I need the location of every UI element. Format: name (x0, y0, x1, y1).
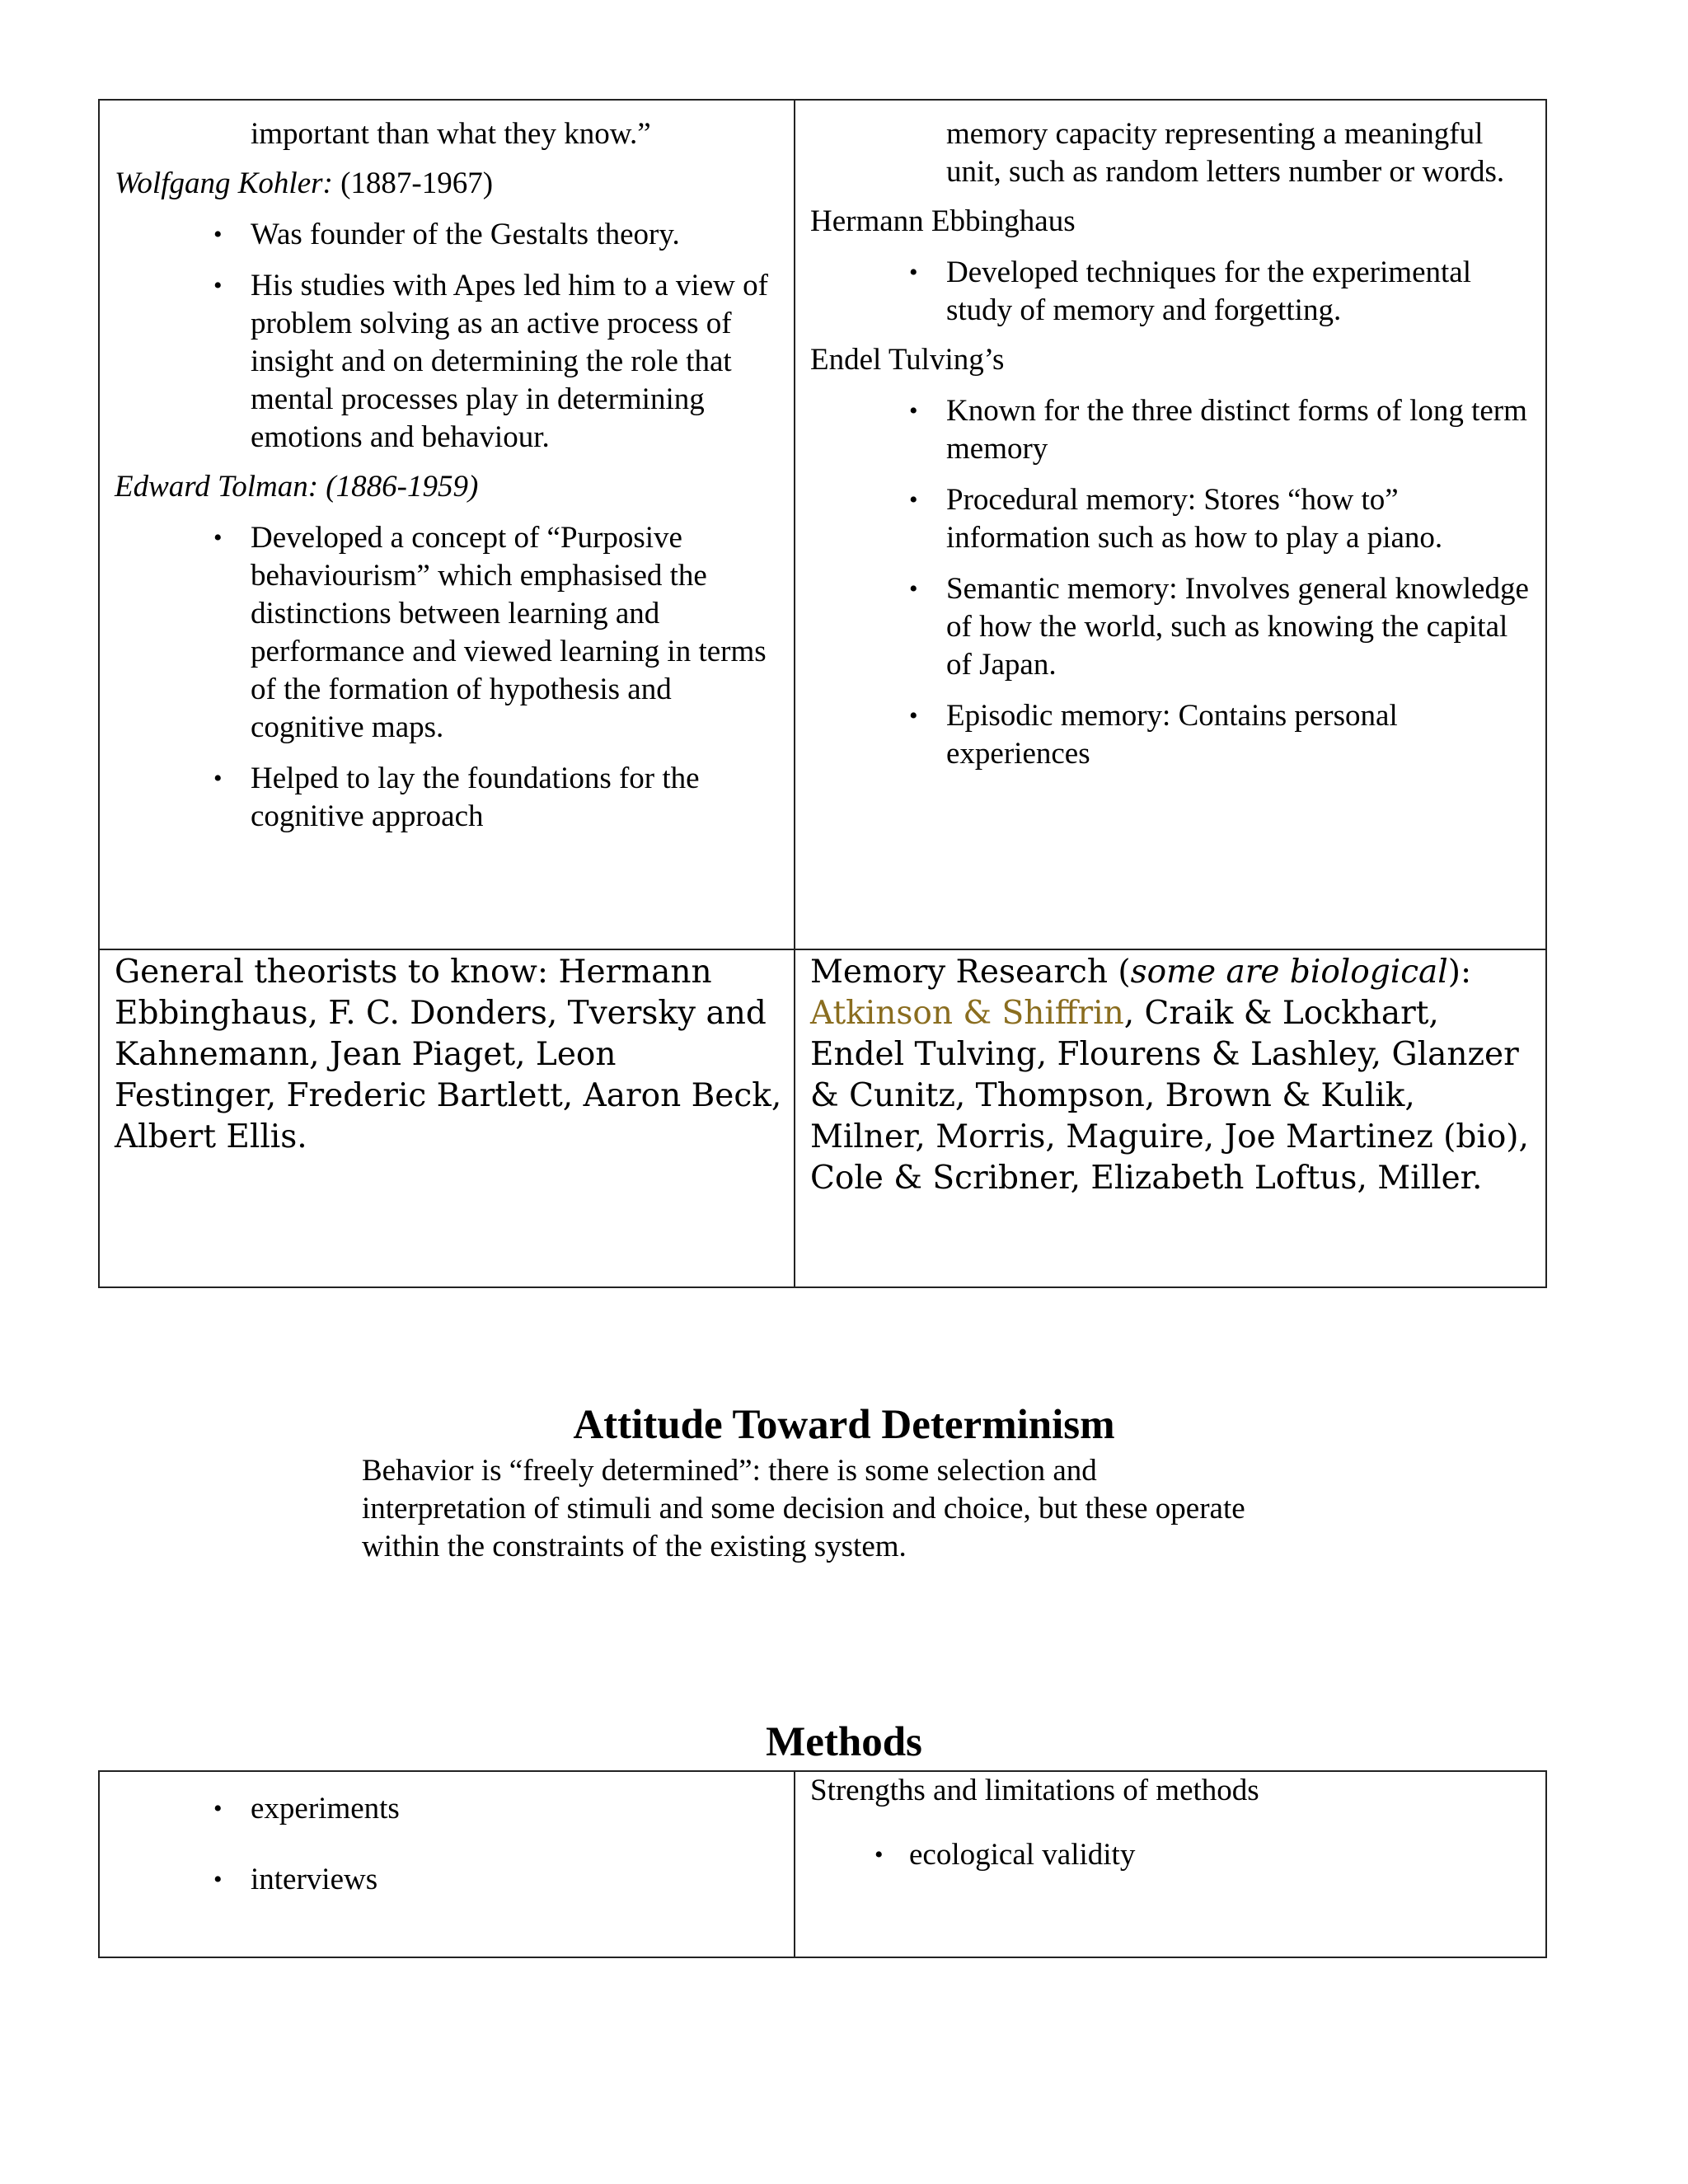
column-divider (794, 101, 795, 1286)
continued-quote: important than what they know.” (251, 117, 651, 151)
list-item: • experiments (115, 1790, 784, 1828)
methods-heading: Methods (766, 1719, 922, 1765)
continued-text: memory capacity representing a meaningful unit, such as random letters number or words. (946, 117, 1505, 189)
memory-research-prefix: Memory Research ( (810, 954, 1131, 991)
list-item: • Episodic memory: Contains personal experiences (810, 697, 1536, 773)
list-item: • His studies with Apes led him to a view of problem solving as an active process of insight and on determining the role that mental processes play in determining emotions and behaviour. (115, 267, 784, 457)
determinism-body: Behavior is “freely determined”: there is some selection and interpretation of stimuli and some decision and choice, but these operate within the constraints of the existing system. (362, 1454, 1245, 1563)
tolman-bullets (115, 519, 784, 836)
kohler-name: Wolfgang Kohler: (115, 166, 333, 200)
methods-table (98, 1770, 1547, 1958)
determinism-heading: Attitude Toward Determinism (573, 1402, 1115, 1448)
tulving-bullets (810, 392, 1536, 773)
theorists-table (98, 99, 1547, 1288)
cell-bottom-right (810, 952, 1536, 1199)
methods-right-cell (810, 1772, 1536, 1874)
list-item: • Developed a concept of “Purposive behaviourism” which emphasised the distinctions between learning and performance and viewed learning in terms of the formation of hypothesis and cognitive maps. (115, 519, 784, 747)
ebbinghaus-heading: Hermann Ebbinghaus (810, 204, 1076, 238)
row-divider (100, 949, 1545, 950)
kohler-dates: (1887-1967) (340, 166, 494, 200)
atkinson-shiffrin-link[interactable]: Atkinson & Shiffrin (810, 995, 1124, 1032)
list-item: • Helped to lay the foundations for the cognitive approach (115, 760, 784, 836)
list-item: • Known for the three distinct forms of long term memory (810, 392, 1536, 468)
general-theorists: General theorists to know: Hermann Ebbinghaus, F. C. Donders, Tversky and Kahnemann, Jean Piaget, Leon Festinger, Frederic Bartlett, Aaron Beck, Albert Ellis. (115, 954, 782, 1155)
list-item: • Was founder of the Gestalts theory. (115, 216, 784, 254)
methods-list (115, 1790, 784, 1899)
list-item: • Developed techniques for the experimental study of memory and forgetting. (810, 254, 1536, 330)
strengths-title: Strengths and limitations of methods (810, 1774, 1259, 1807)
memory-research-rest: , Craik & Lockhart, Endel Tulving, Flourens & Lashley, Glanzer & Cunitz, Thompson, Brown & Kulik, Milner, Morris, Maguire, Joe Martinez (bio), Cole & Scribner, Elizabeth Loftus, Miller. (810, 995, 1529, 1197)
memory-research-suffix: ): (1447, 954, 1472, 991)
tolman-heading: Edward Tolman: (1886-1959) (115, 470, 479, 504)
list-item: • ecological validity (810, 1836, 1536, 1874)
strengths-list (810, 1836, 1536, 1874)
cell-bottom-left (115, 952, 784, 1158)
list-item: • interviews (115, 1861, 784, 1899)
kohler-heading (115, 165, 784, 203)
memory-research-italic: some are biological (1130, 954, 1448, 991)
methods-left-cell (115, 1790, 784, 1899)
column-divider (794, 1772, 795, 1957)
list-item: • Procedural memory: Stores “how to” information such as how to play a piano. (810, 481, 1536, 557)
memory-research (810, 952, 1536, 1199)
ebbinghaus-bullets (810, 254, 1536, 330)
tulving-heading: Endel Tulving’s (810, 343, 1005, 377)
cell-top-right (810, 115, 1536, 773)
cell-top-left (115, 115, 784, 836)
kohler-bullets (115, 216, 784, 457)
list-item: • Semantic memory: Involves general knowledge of how the world, such as knowing the capital of Japan. (810, 570, 1536, 684)
